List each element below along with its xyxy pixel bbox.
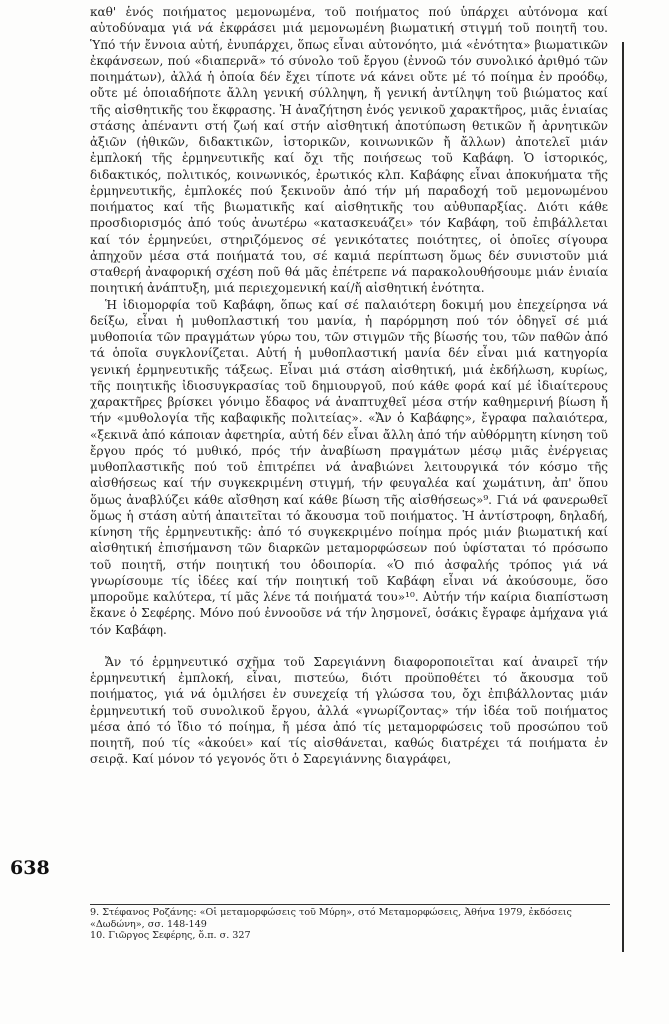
paragraph-2: Ἡ ἰδιομορφία τοῦ Καβάφη, ὅπως καί σέ παλαιότερη δοκιμή μου ἐπεχείρησα νά δείξω, εἶναι ἡ μυθοπλαστική του μανία, ἡ παρόρμηση πού τόν ὁδηγεῖ σέ μιά μυθοποιία τῶν πραγμάτων γύρω του, τῶν στιγμῶν τῆς βίωσής του, τῶν παθῶν ἀπό τά ὁποῖα συγκλονίζεται. Αὐτή ἡ μυθοπλαστική μανία δέν εἶναι μιά κατηγορία γενική ἑρμηνευτικῆς τάξεως. Εἶναι μιά στάση αἰσθητική, μιά ἐκδήλωση, κυρίως, τῆς ποιητικῆς ἰδιοσυγκρασίας τοῦ δημιουργοῦ, πού κάθε φορά καί μέ ἰδιαίτερους χαρακτῆρες βρίσκει γόνιμο ἔδαφος νά ἀναπτυχθεῖ μέσα στήν καθημερινή βίωση ἤ τήν «μυθολογία τῆς καβαφικῆς πολιτείας». «Ἄν ὁ Καβάφης», ἔγραφα παλαιότερα, «ξεκινᾶ ἀπό κάποιαν ἀφετηρία, αὐτή δέν εἶναι ἄλλη ἀπό τήν αὐθόρμητη κίνηση τοῦ ἔργου πρός τό μυθικό, πρός τήν ἀναβίωση πραγμάτων μέσῳ μιᾶς ἐνέργειας μυθοπλαστικῆς πού τοῦ ἐπιτρέπει νά ἀναβιώνει λειτουργικά τόν κόσμο τῆς αἰσθήσεως καί τήν συγκεκριμένη στιγμή, τήν φευγαλέα καί χωμάτινη, ἀπ' ὅπου ὅμως ἀναβλύζει κάθε αἴσθηση καί κάθε βίωση τῆς αἰσθήσεως»⁹. Γιά νά φανερωθεῖ ὅμως ἡ στάση αὐτή ἀπαιτεῖται τό ἄκουσμα τοῦ ποιήματος. Ἡ ἀντίστροφη, δηλαδή, κίνηση τῆς ἑρμηνευτικῆς: ἀπό τό συγκεκριμένο ποίημα πρός μιάν βιωματική καί αἰσθητική ἐπισήμανση τῶν διαρκῶν μεταμορφώσεων πού ὑφίσταται τό πρόσωπο τοῦ ποιητῆ, στήν ποιητική του ὁδοιπορία. «Ὁ πιό ἀσφαλής τρόπος γιά νά γνωρίσουμε τίς ἰδέες καί τήν ποιητική τοῦ Καβάφη εἶναι νά ἀκούσουμε, ὅσο μποροῦμε καλύτερα, τί μᾶς λένε τά ποιήματά του»¹⁰. Αὐτήν τήν καίρια διαπίστωση ἔκανε ὁ Σεφέρης. Μόνο πού ἐννοοῦσε νά τήν λησμονεῖ, ὁσάκις ἔγραφε ἀμήχανα γιά τόν Καβάφη. [90, 297, 608, 637]
footnote-10: 10. Γιῶργος Σεφέρης, ὅ.π. σ. 327 [90, 930, 251, 942]
margin-rule [622, 42, 624, 952]
paragraph-3: Ἄν τό ἑρμηνευτικό σχῆμα τοῦ Σαρεγιάννη διαφοροποιεῖται καί ἀναιρεῖ τήν ἑρμηνευτική ἐμπλοκή, εἶναι, πιστεύω, διότι προϋποθέτει τό ἄκουσμα τοῦ ποιήματος, γιά νά ὁμιλήσει ἐν συνεχείᾳ τή γλώσσα του, ὄχι ἐπιβάλλοντας μιάν ἑρμηνευτική τοῦ συνολικοῦ ἔργου, ἀλλά «γνωρίζοντας» τήν ἰδέα τοῦ ποιήματος μέσα ἀπό τό ἴδιο τό ποίημα, ἤ μέσα ἀπό τίς μεταμορφώσεις τοῦ προσώπου τοῦ ποιητῆ, πού τίς «ἀκούει» καί τίς αἰσθάνεται, καθώς διατρέχει τά ποιήματα ἐν σειρᾷ. Καί μόνον τό γεγονός ὅτι ὁ Σαρεγιάννης διαγράφει, [90, 654, 608, 767]
main-text [90, 4, 608, 768]
footnote-divider [90, 904, 610, 905]
footnotes [90, 907, 610, 942]
page-number: 638 [10, 857, 50, 879]
paragraph-1: καθ' ἑνός ποιήματος μεμονωμένα, τοῦ ποιήματος πού ὑπάρχει αὐτόνομα καί αὐτοδύναμα γιά νά ἐκφράσει μιά μεμονωμένη βιωματική στιγμή τοῦ ποιητῆ του. Ὑπό τήν ἔννοια αὐτή, ἐνυπάρχει, ὅπως εἶναι αὐτονόητο, μιά «ἑνότητα» βιωματικῶν ἐκφάνσεων, πού «διαπερνᾶ» τό σύνολο τοῦ ἔργου (ἐννοῶ τόν συνολικό ἀριθμό τῶν ποιημάτων), ἀλλά ἡ ὁποία δέν ἔχει τίποτε νά κάνει οὔτε μέ τό ποίημα ἐν προόδῳ, οὔτε μέ ὁποιαδήποτε ἄλλη γενική σύλληψη, ἤ γενική ἀντίληψη τοῦ βιώματος καί τῆς αἰσθητικῆς του ἔκφρασης. Ἡ ἀναζήτηση ἑνός γενικοῦ χαρακτῆρος, μιᾶς ἑνιαίας στάσης ἀπέναντι στή ζωή καί στήν αἰσθητική ἀποτύπωση θετικῶν ἤ ἀρνητικῶν ἀξιῶν (ἠθικῶν, διδακτικῶν, ἱστορικῶν, κοινωνικῶν ἤ ἄλλων) ἀποτελεῖ μιάν ἐμπλοκή τῆς ἑρμηνευτικῆς καί ὄχι τῆς ποιήσεως τοῦ Καβάφη. Ὁ ἱστορικός, διδακτικός, πολιτικός, κοινωνικός, ἐρωτικός κλπ. Καβάφης εἶναι ἀποκυήματα τῆς ἑρμηνευτικῆς, ἐμπλοκές πού ξεκινοῦν ἀπό τήν μή παραδοχή τοῦ μεμονωμένου ποιήματος καί τῆς βιωματικῆς καί αἰσθητικῆς του αὐθυπαρξίας. Διότι κάθε προσδιορισμός ἀπό τούς ἀνωτέρω «κατασκευάζει» τόν Καβάφη, τοῦ ἐπιβάλλεται καί τόν ἑρμηνεύει, στηριζόμενος σέ γενικότατες ποιότητες, οἱ ὁποῖες σίγουρα ἀπηχοῦν μέσα στά ποιήματά του, σέ καμιά περίπτωση ὅμως δέν συνιστοῦν μιά σταθερή ἀναφορική σχέση ποῦ θά μᾶς ἐπέτρεπε νά παρακολουθήσουμε μιάν ἑνιαία ποιητική ἀνάπτυξη, μιά περιεχομενική καί/ἤ αἰσθητική ἑνότητα. [90, 5, 608, 296]
footnote-9: 9. Στέφανος Ροζάνης: «Οἱ μεταμορφώσεις τοῦ Μύρη», στό Μεταμορφώσεις, Ἀθήνα 1979, ἐκδόσεις «Δωδώνη», σσ. 148-149 [90, 907, 572, 930]
